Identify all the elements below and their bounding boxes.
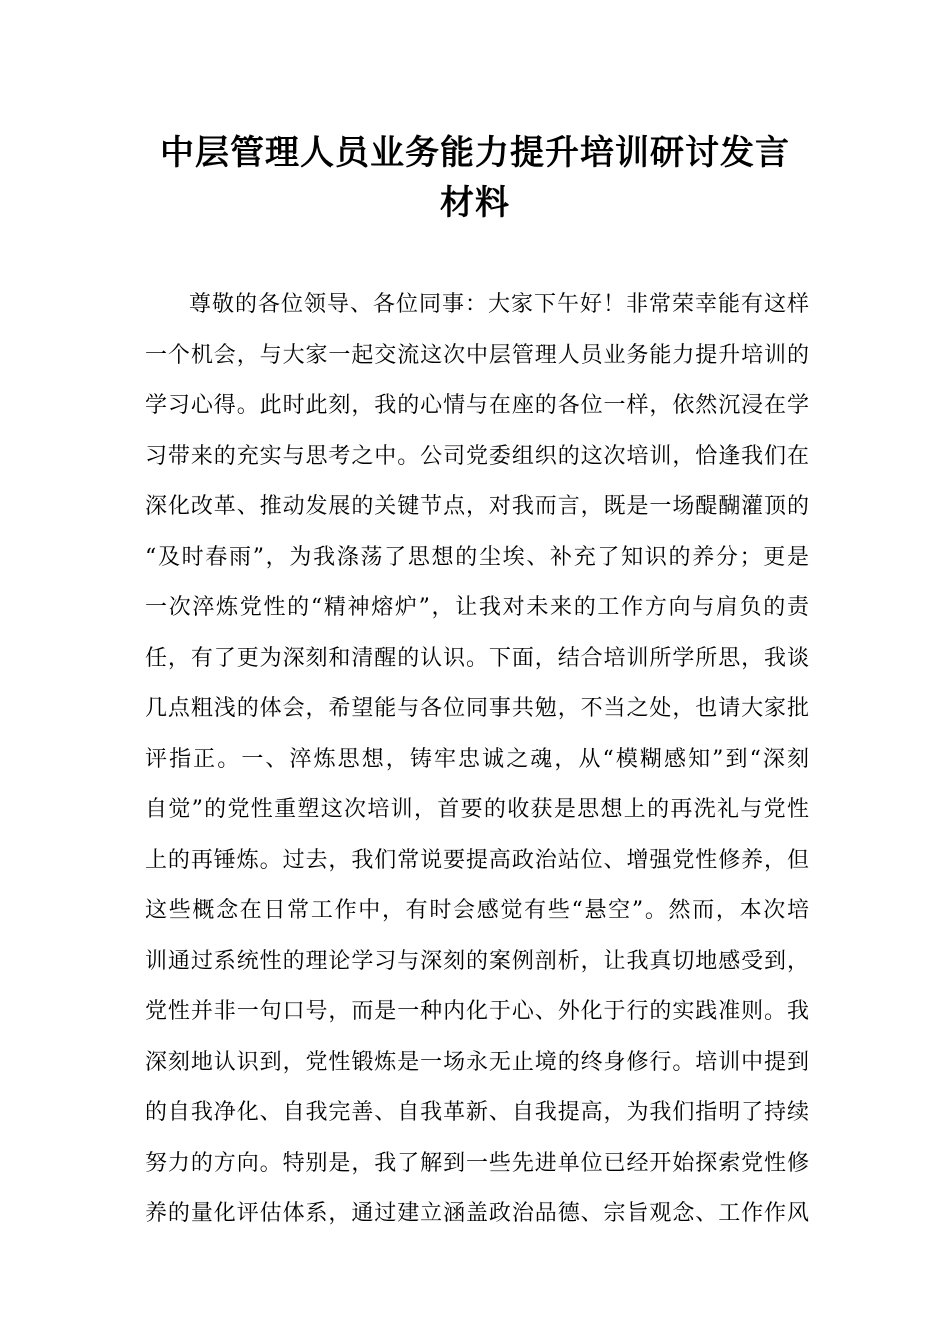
body-line: 尊敬的各位领导、各位同事：大家下午好！非常荣幸能有这样 xyxy=(189,292,809,317)
body-line: 训通过系统性的理论学习与深刻的案例剖析，让我真切地感受到， xyxy=(145,948,809,974)
title-line-2: 材料 xyxy=(440,183,510,223)
body-line: 一次淬炼党性的“精神熔炉”，让我对未来的工作方向与肩负的责 xyxy=(145,595,809,620)
body-line: 努力的方向。特别是，我了解到一些先进单位已经开始探索党性修 xyxy=(145,1150,809,1176)
body-line: 深刻地认识到，党性锻炼是一场永无止境的终身修行。培训中提到 xyxy=(145,1049,809,1075)
body-line: 自觉”的党性重塑这次培训，首要的收获是思想上的再洗礼与党性 xyxy=(145,797,809,822)
body-line: 党性并非一句口号，而是一种内化于心、外化于行的实践准则。我 xyxy=(145,999,809,1024)
title-line-1: 中层管理人员业务能力提升培训研讨发言 xyxy=(160,133,790,173)
body-line: 的自我净化、自我完善、自我革新、自我提高，为我们指明了持续 xyxy=(145,1100,809,1125)
body-line: 学习心得。此时此刻，我的心情与在座的各位一样，依然沉浸在学 xyxy=(145,393,809,418)
body-line: 习带来的充实与思考之中。公司党委组织的这次培训，恰逢我们在 xyxy=(145,443,809,469)
body-line: 养的量化评估体系，通过建立涵盖政治品德、宗旨观念、工作作风 xyxy=(145,1201,809,1226)
body-line: 一个机会，与大家一起交流这次中层管理人员业务能力提升培训的 xyxy=(145,342,809,368)
document-body xyxy=(145,280,809,1240)
body-line: 上的再锤炼。过去，我们常说要提高政治站位、增强党性修养，但 xyxy=(145,847,809,873)
document-title xyxy=(140,128,810,228)
body-line: “及时春雨”，为我涤荡了思想的尘埃、补充了知识的养分；更是 xyxy=(145,544,809,570)
body-line: 几点粗浅的体会，希望能与各位同事共勉，不当之处，也请大家批 xyxy=(145,696,809,721)
body-line: 任，有了更为深刻和清醒的认识。下面，结合培训所学所思，我谈 xyxy=(145,645,809,671)
body-line: 深化改革、推动发展的关键节点，对我而言，既是一场醍醐灌顶的 xyxy=(145,494,809,519)
body-line: 评指正。一、淬炼思想，铸牢忠诚之魂，从“模糊感知”到“深刻 xyxy=(145,746,809,772)
body-line: 这些概念在日常工作中，有时会感觉有些“悬空”。然而，本次培 xyxy=(145,898,809,923)
